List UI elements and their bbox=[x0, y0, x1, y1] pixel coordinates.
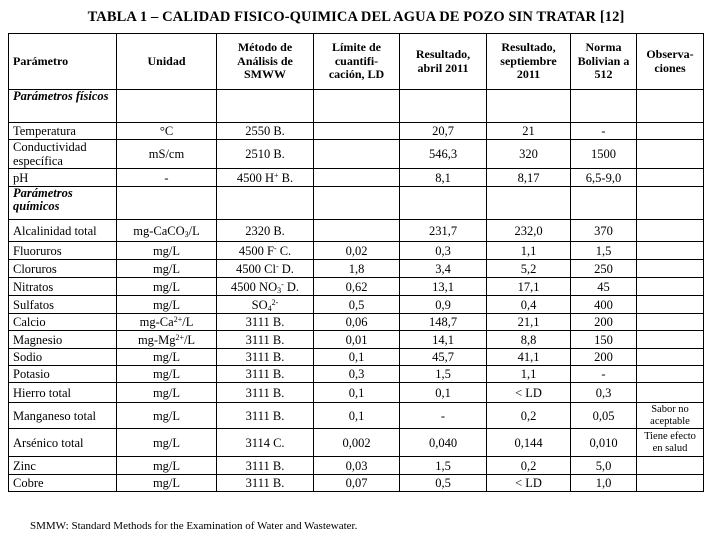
cell-metodo-text: 4500 Cl bbox=[236, 261, 276, 276]
cell-unidad-text: mg/L bbox=[152, 458, 181, 473]
cell-unidad-text: °C bbox=[159, 124, 174, 138]
cell-metodo bbox=[217, 403, 314, 429]
cell-observaciones bbox=[637, 349, 704, 366]
cell-abril: 1,5 bbox=[400, 457, 487, 475]
cell-observaciones bbox=[637, 242, 704, 260]
cell-unidad bbox=[117, 314, 217, 331]
header-abril: Resultado, abril 2011 bbox=[400, 34, 487, 90]
cell-unidad bbox=[117, 475, 217, 492]
cell-metodo-text: 2550 B. bbox=[245, 124, 285, 138]
cell-unidad-text: mg-Mg bbox=[137, 332, 176, 347]
cell-observaciones bbox=[637, 366, 704, 383]
cell-metodo-superscript: - bbox=[281, 279, 284, 289]
section-empty-cell bbox=[487, 90, 571, 123]
section-empty-cell bbox=[637, 90, 704, 123]
cell-norma: 1,0 bbox=[571, 475, 637, 492]
cell-unidad bbox=[117, 383, 217, 403]
cell-metodo-text: 3111 B. bbox=[245, 476, 285, 490]
cell-unidad-text: mg-CaCO bbox=[133, 223, 185, 238]
table-row bbox=[9, 457, 704, 475]
cell-unidad-text: mg/L bbox=[152, 367, 181, 381]
cell-unidad-text: mg/L bbox=[152, 385, 181, 400]
cell-unidad bbox=[117, 457, 217, 475]
section-empty-cell bbox=[400, 90, 487, 123]
cell-limite bbox=[314, 169, 400, 187]
cell-observaciones bbox=[637, 331, 704, 349]
cell-norma: 150 bbox=[571, 331, 637, 349]
cell-abril: 1,5 bbox=[400, 366, 487, 383]
cell-abril: 148,7 bbox=[400, 314, 487, 331]
cell-abril: 0,3 bbox=[400, 242, 487, 260]
cell-unidad bbox=[117, 123, 217, 140]
cell-unidad bbox=[117, 403, 217, 429]
cell-observaciones bbox=[637, 278, 704, 296]
section-empty-cell bbox=[571, 187, 637, 220]
cell-metodo bbox=[217, 366, 314, 383]
cell-limite bbox=[314, 123, 400, 140]
cell-unidad-text: mg/L bbox=[152, 435, 181, 450]
cell-unidad bbox=[117, 366, 217, 383]
cell-parametro: Hierro total bbox=[9, 383, 117, 403]
cell-parametro: Sulfatos bbox=[9, 296, 117, 314]
cell-limite: 0,1 bbox=[314, 383, 400, 403]
cell-norma: 0,05 bbox=[571, 403, 637, 429]
section-label-fisicos: Parámetros físicos bbox=[9, 90, 117, 123]
cell-abril: 0,9 bbox=[400, 296, 487, 314]
section-empty-cell bbox=[400, 187, 487, 220]
table-row bbox=[9, 220, 704, 242]
cell-parametro: Fluoruros bbox=[9, 242, 117, 260]
cell-observaciones bbox=[637, 296, 704, 314]
section-empty-cell bbox=[314, 90, 400, 123]
cell-metodo-text: 3114 C. bbox=[245, 435, 285, 450]
cell-abril: 20,7 bbox=[400, 123, 487, 140]
table-row bbox=[9, 403, 704, 429]
cell-limite: 0,07 bbox=[314, 475, 400, 492]
header-metodo: Método de Análisis de SMWW bbox=[217, 34, 314, 90]
cell-norma: 5,0 bbox=[571, 457, 637, 475]
cell-septiembre: 0,4 bbox=[487, 296, 571, 314]
cell-unidad bbox=[117, 278, 217, 296]
cell-metodo bbox=[217, 314, 314, 331]
cell-unidad-superscript: 2+ bbox=[175, 332, 184, 342]
cell-observaciones bbox=[637, 475, 704, 492]
cell-septiembre: 8,17 bbox=[487, 169, 571, 187]
table-title: TABLA 1 – CALIDAD FISICO-QUIMICA DEL AGUA DE POZO SIN TRATAR [12] bbox=[87, 9, 625, 25]
cell-norma: 0,3 bbox=[571, 383, 637, 403]
cell-limite: 0,06 bbox=[314, 314, 400, 331]
cell-norma: 200 bbox=[571, 314, 637, 331]
cell-unidad-suffix: /L bbox=[182, 315, 194, 329]
cell-metodo bbox=[217, 140, 314, 169]
cell-metodo-text: 3111 B. bbox=[245, 408, 285, 423]
table-row bbox=[9, 296, 704, 314]
cell-limite: 0,1 bbox=[314, 403, 400, 429]
cell-septiembre: 17,1 bbox=[487, 278, 571, 296]
cell-unidad-text: mg-Ca bbox=[139, 315, 174, 329]
cell-metodo-subscript: 4 bbox=[267, 303, 272, 313]
cell-norma: 6,5-9,0 bbox=[571, 169, 637, 187]
header-row bbox=[9, 34, 704, 90]
section-empty-cell bbox=[117, 90, 217, 123]
table-row bbox=[9, 140, 704, 169]
cell-metodo-text: 3111 B. bbox=[245, 315, 285, 329]
cell-limite: 0,03 bbox=[314, 457, 400, 475]
cell-parametro: Calcio bbox=[9, 314, 117, 331]
cell-observaciones bbox=[637, 314, 704, 331]
section-empty-cell bbox=[314, 187, 400, 220]
cell-abril: 0,5 bbox=[400, 475, 487, 492]
cell-septiembre: 0,144 bbox=[487, 429, 571, 457]
cell-parametro: Cobre bbox=[9, 475, 117, 492]
header-norma: Norma Bolivian a 512 bbox=[571, 34, 637, 90]
cell-metodo-superscript: + bbox=[274, 170, 279, 180]
cell-observaciones bbox=[637, 220, 704, 242]
cell-metodo-superscript: - bbox=[273, 243, 277, 253]
cell-parametro: Magnesio bbox=[9, 331, 117, 349]
cell-septiembre: 320 bbox=[487, 140, 571, 169]
cell-norma: 45 bbox=[571, 278, 637, 296]
cell-metodo bbox=[217, 242, 314, 260]
cell-metodo bbox=[217, 429, 314, 457]
section-empty-cell bbox=[217, 187, 314, 220]
cell-norma: 1,5 bbox=[571, 242, 637, 260]
header-unidad: Unidad bbox=[117, 34, 217, 90]
table-row bbox=[9, 429, 704, 457]
cell-unidad bbox=[117, 429, 217, 457]
cell-observaciones bbox=[637, 383, 704, 403]
cell-metodo bbox=[217, 260, 314, 278]
cell-metodo-text: 3111 B. bbox=[245, 458, 285, 473]
cell-observaciones bbox=[637, 169, 704, 187]
cell-limite: 0,1 bbox=[314, 349, 400, 366]
cell-limite: 0,62 bbox=[314, 278, 400, 296]
cell-unidad-text: mS/cm bbox=[148, 147, 185, 161]
cell-norma: 1500 bbox=[571, 140, 637, 169]
cell-metodo-text: 4500 NO bbox=[230, 279, 278, 294]
cell-septiembre: 21,1 bbox=[487, 314, 571, 331]
cell-unidad-text: mg/L bbox=[152, 350, 181, 364]
cell-metodo-text: 2320 B. bbox=[245, 223, 285, 238]
cell-metodo-suffix: C. bbox=[276, 243, 292, 258]
cell-metodo bbox=[217, 278, 314, 296]
table-row bbox=[9, 260, 704, 278]
cell-unidad bbox=[117, 140, 217, 169]
cell-metodo bbox=[217, 383, 314, 403]
cell-septiembre: 0,2 bbox=[487, 457, 571, 475]
header-limite: Límite de cuantifi-cación, LD bbox=[314, 34, 400, 90]
table-body bbox=[9, 90, 704, 492]
cell-septiembre: 1,1 bbox=[487, 242, 571, 260]
cell-observaciones bbox=[637, 123, 704, 140]
cell-parametro: Arsénico total bbox=[9, 429, 117, 457]
cell-parametro: Temperatura bbox=[9, 123, 117, 140]
cell-septiembre: 21 bbox=[487, 123, 571, 140]
cell-unidad bbox=[117, 349, 217, 366]
cell-septiembre: 41,1 bbox=[487, 349, 571, 366]
cell-observaciones bbox=[637, 457, 704, 475]
table-row bbox=[9, 366, 704, 383]
cell-observaciones: Sabor no aceptable bbox=[637, 403, 704, 429]
cell-metodo-suffix: B. bbox=[278, 170, 294, 185]
cell-unidad-text: mg/L bbox=[152, 408, 181, 423]
cell-limite: 0,3 bbox=[314, 366, 400, 383]
cell-unidad bbox=[117, 220, 217, 242]
cell-parametro: Potasio bbox=[9, 366, 117, 383]
cell-metodo bbox=[217, 169, 314, 187]
cell-abril: 3,4 bbox=[400, 260, 487, 278]
cell-abril: 231,7 bbox=[400, 220, 487, 242]
section-empty-cell bbox=[571, 90, 637, 123]
section-empty-cell bbox=[637, 187, 704, 220]
cell-norma: - bbox=[571, 123, 637, 140]
cell-limite: 0,002 bbox=[314, 429, 400, 457]
cell-unidad-text: mg/L bbox=[152, 261, 181, 276]
cell-norma: - bbox=[571, 366, 637, 383]
cell-metodo-text: SO bbox=[251, 297, 268, 312]
cell-parametro: Cloruros bbox=[9, 260, 117, 278]
cell-metodo-suffix: D. bbox=[283, 279, 300, 294]
cell-abril: 546,3 bbox=[400, 140, 487, 169]
table-row bbox=[9, 331, 704, 349]
cell-metodo bbox=[217, 475, 314, 492]
cell-unidad bbox=[117, 242, 217, 260]
cell-unidad-suffix: /L bbox=[188, 223, 200, 238]
cell-parametro: Nitratos bbox=[9, 278, 117, 296]
cell-unidad-text: - bbox=[164, 170, 169, 185]
cell-unidad bbox=[117, 169, 217, 187]
section-row-fisicos bbox=[9, 90, 704, 123]
cell-metodo-text: 3111 B. bbox=[245, 350, 285, 364]
footnote: SMMW: Standard Methods for the Examination of Water and Wastewater. bbox=[30, 520, 358, 532]
cell-unidad-superscript: 2+ bbox=[173, 315, 183, 324]
cell-septiembre: 1,1 bbox=[487, 366, 571, 383]
cell-limite: 0,01 bbox=[314, 331, 400, 349]
cell-metodo bbox=[217, 123, 314, 140]
cell-metodo-text: 3111 B. bbox=[245, 332, 285, 347]
cell-abril: - bbox=[400, 403, 487, 429]
section-empty-cell bbox=[217, 90, 314, 123]
cell-parametro: Manganeso total bbox=[9, 403, 117, 429]
cell-septiembre: < LD bbox=[487, 383, 571, 403]
table-row bbox=[9, 349, 704, 366]
table-row bbox=[9, 278, 704, 296]
cell-metodo-text: 2510 B. bbox=[245, 147, 285, 161]
cell-parametro: pH bbox=[9, 169, 117, 187]
cell-metodo bbox=[217, 457, 314, 475]
cell-norma: 0,010 bbox=[571, 429, 637, 457]
header-parametro: Parámetro bbox=[9, 34, 117, 90]
cell-unidad-text: mg/L bbox=[152, 279, 181, 294]
table-row bbox=[9, 169, 704, 187]
cell-parametro: Sodio bbox=[9, 349, 117, 366]
cell-observaciones bbox=[637, 140, 704, 169]
cell-metodo bbox=[217, 220, 314, 242]
cell-metodo-text: 3111 B. bbox=[245, 385, 285, 400]
cell-metodo bbox=[217, 349, 314, 366]
cell-unidad-text: mg/L bbox=[152, 243, 181, 258]
cell-metodo-text: 3111 B. bbox=[245, 367, 285, 381]
cell-abril: 45,7 bbox=[400, 349, 487, 366]
cell-metodo-superscript: - bbox=[275, 261, 279, 271]
cell-septiembre: 0,2 bbox=[487, 403, 571, 429]
cell-parametro: Zinc bbox=[9, 457, 117, 475]
cell-parametro: Alcalinidad total bbox=[9, 220, 117, 242]
cell-septiembre: 8,8 bbox=[487, 331, 571, 349]
cell-metodo-suffix: D. bbox=[278, 261, 294, 276]
cell-unidad-subscript: 3 bbox=[184, 229, 189, 239]
cell-septiembre: < LD bbox=[487, 475, 571, 492]
cell-metodo-text: 4500 H bbox=[236, 170, 275, 185]
cell-septiembre: 5,2 bbox=[487, 260, 571, 278]
cell-norma: 370 bbox=[571, 220, 637, 242]
cell-norma: 200 bbox=[571, 349, 637, 366]
cell-abril: 13,1 bbox=[400, 278, 487, 296]
cell-limite bbox=[314, 140, 400, 169]
cell-unidad bbox=[117, 296, 217, 314]
table-row bbox=[9, 123, 704, 140]
water-quality-table bbox=[8, 33, 704, 492]
cell-septiembre: 232,0 bbox=[487, 220, 571, 242]
section-row-quimicos bbox=[9, 187, 704, 220]
table-row bbox=[9, 475, 704, 492]
table-row bbox=[9, 383, 704, 403]
cell-abril: 14,1 bbox=[400, 331, 487, 349]
cell-observaciones bbox=[637, 260, 704, 278]
header-observaciones: Observa-ciones bbox=[637, 34, 704, 90]
cell-limite: 0,02 bbox=[314, 242, 400, 260]
table-row bbox=[9, 242, 704, 260]
table-row bbox=[9, 314, 704, 331]
cell-abril: 8,1 bbox=[400, 169, 487, 187]
cell-unidad-suffix: /L bbox=[183, 332, 196, 347]
cell-metodo-subscript: 3 bbox=[277, 285, 282, 295]
cell-limite: 0,5 bbox=[314, 296, 400, 314]
cell-limite: 1,8 bbox=[314, 260, 400, 278]
cell-observaciones: Tiene efecto en salud bbox=[637, 429, 704, 457]
cell-metodo bbox=[217, 296, 314, 314]
cell-metodo-text: 4500 F bbox=[238, 243, 274, 258]
cell-unidad bbox=[117, 260, 217, 278]
cell-metodo bbox=[217, 331, 314, 349]
cell-norma: 250 bbox=[571, 260, 637, 278]
cell-parametro: Conductividad específica bbox=[9, 140, 117, 169]
cell-limite bbox=[314, 220, 400, 242]
cell-abril: 0,1 bbox=[400, 383, 487, 403]
cell-norma: 400 bbox=[571, 296, 637, 314]
section-label-quimicos: Parámetros químicos bbox=[9, 187, 117, 220]
section-empty-cell bbox=[487, 187, 571, 220]
header-septiembre: Resultado, septiembre 2011 bbox=[487, 34, 571, 90]
cell-unidad-text: mg/L bbox=[152, 297, 181, 312]
cell-unidad bbox=[117, 331, 217, 349]
cell-metodo-superscript: 2- bbox=[271, 297, 279, 307]
cell-unidad-text: mg/L bbox=[152, 476, 181, 490]
cell-abril: 0,040 bbox=[400, 429, 487, 457]
section-empty-cell bbox=[117, 187, 217, 220]
